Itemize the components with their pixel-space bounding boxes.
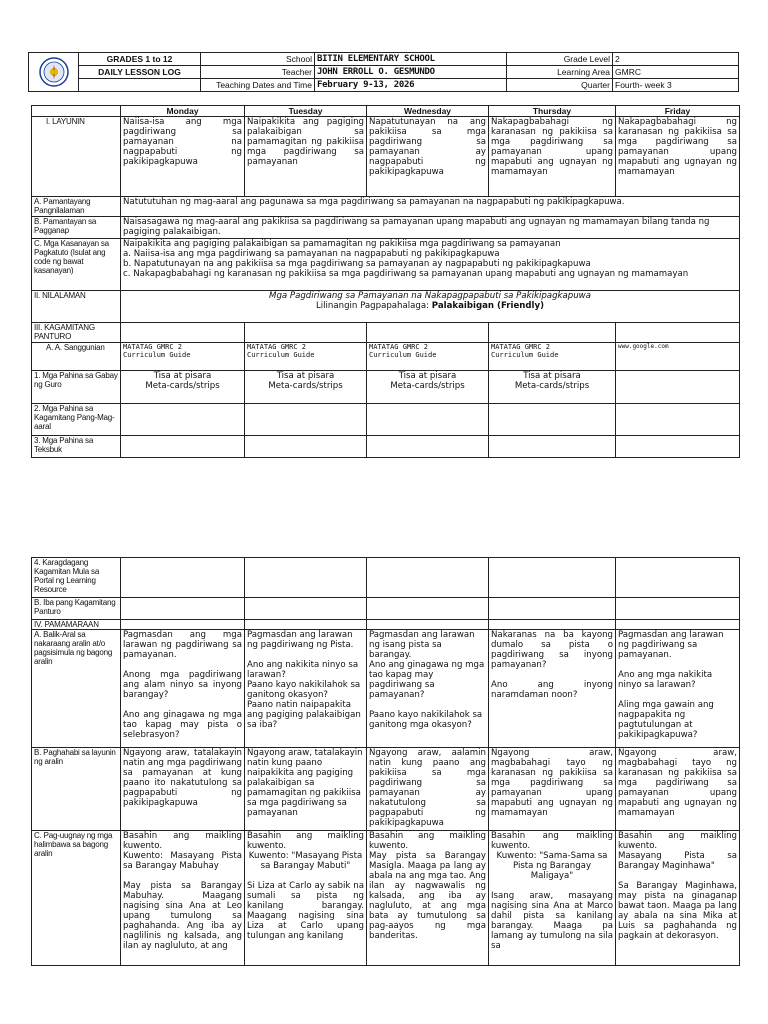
gabay-line: Tisa at pisara bbox=[276, 371, 335, 381]
seal-icon bbox=[39, 57, 69, 87]
balik-aral-line bbox=[618, 690, 737, 700]
pag-uugnay-line: Isang araw, masayang nagising sina Ana at Marco dahil pista sa kanilang barangay. Maaga pa lamang ay tumulong na sila sa bbox=[491, 891, 613, 951]
paghahabi-fri: Ngayong araw, magbabahagi tayo ng karanasan ng pakikiisa sa mga pagdiriwang sa pamayanan upang mapabuti ang ugnayan ng mamamayan bbox=[616, 748, 740, 831]
nilalaman-cell bbox=[121, 291, 740, 323]
header-table bbox=[28, 52, 739, 92]
pag-uugnay-line bbox=[123, 871, 242, 881]
paghahabi-wed: Ngayong araw, aalamin natin kung paano ang pakikiisa sa mga pagdiriwang sa pamayanan ay nakatutulong sa pagpapabuti ng pakikipagkapuwa bbox=[367, 748, 489, 831]
pag-uugnay-line: May pista sa Barangay Mabuhay. Maagang nagising sina Ana at Leo upang tumulong sa paghahanda. Ang iba ay naglilinis ng kalsada, ang ilan ay nagluluto, at ang bbox=[123, 881, 242, 951]
kasanayan-line: c. Nakapagbabahagi ng karanasan ng pakikiisa sa mga pagdiriwang sa pamayanan upang mapabuti ang ugnayan ng mamamayan bbox=[123, 269, 689, 279]
pag-uugnay-line: Basahin ang maikling kuwento. bbox=[247, 831, 364, 851]
balik-aral-line bbox=[123, 700, 242, 710]
grade-level-label: Grade Level bbox=[507, 53, 613, 66]
balik-aral-fri bbox=[616, 630, 740, 748]
paghahabi-thu: Ngayong araw, magbabahagi tayo ng karanasan ng pakikiisa sa mga pagdiriwang sa pamayanan upang mapabuti ang ugnayan ng mamamayan bbox=[489, 748, 616, 831]
day-tuesday: Tuesday bbox=[245, 106, 367, 117]
day-wednesday: Wednesday bbox=[367, 106, 489, 117]
gabay-label: 1. Mga Pahina sa Gabay ng Guro bbox=[32, 371, 121, 404]
paghahabi-label: B. Paghahabi sa layunin ng aralin bbox=[32, 748, 121, 831]
pag-uugnay-line: Basahin ang maikling kuwento. bbox=[491, 831, 613, 851]
balik-aral-mon bbox=[121, 630, 245, 748]
sanggunian-tue bbox=[245, 343, 367, 371]
iba-pang-label: B. Iba pang Kagamitang Panturo bbox=[32, 598, 121, 620]
balik-aral-line: Ano ang inyong naramdaman noon? bbox=[491, 680, 613, 700]
balik-aral-line: Anong mga pagdiriwang ang alam ninyo sa inyong barangay? bbox=[123, 670, 242, 700]
dll-label: DAILY LESSON LOG bbox=[79, 66, 201, 79]
gabay-line: Tisa at pisara bbox=[398, 371, 457, 381]
balik-aral-line: Nakaranas na ba kayong dumalo sa pista o pagdiriwang sa inyong pamayanan? bbox=[491, 630, 613, 670]
paghahabi-mon: Ngayong araw, tatalakayin natin ang mga pagdiriwang sa pamayanan at kung paano ito nakatutulong sa pagpapabuti ng pakikipagkapuwa bbox=[121, 748, 245, 831]
day-friday: Friday bbox=[616, 106, 740, 117]
gabay-line: Meta-cards/strips bbox=[268, 381, 343, 391]
pag-uugnay-line: Si Liza at Carlo ay sabik na sumali sa pista ng kanilang barangay. Maagang nagising sina Liza at Carlo upang tulungan ang kanilang bbox=[247, 881, 364, 941]
pag-uugnay-line: Kuwento: "Sama-Sama sa Pista ng Barangay Maligaya" bbox=[496, 851, 608, 881]
pag-uugnay-line: Kuwento: Masayang Pista sa Barangay Mabuhay bbox=[123, 851, 242, 871]
sanggunian-label: A. A. Sanggunian bbox=[32, 343, 121, 371]
balik-aral-line bbox=[369, 700, 486, 710]
kasanayan-line: a. Naiisa-isa ang mga pagdiriwang sa pamayanan na nagpapabuti ng pakikipagkapuwa bbox=[123, 249, 500, 259]
gabay-wed bbox=[367, 371, 489, 404]
layunin-wed: Napatutunayan na ang pakikiisa sa mga pagdiriwang sa pamayanan ay nagpapabuti ng pakikipagkapuwa bbox=[367, 117, 489, 197]
balik-aral-line: Paano kayo nakikilahok sa ganitong mga okasyon? bbox=[369, 710, 483, 730]
sanggunian-mon bbox=[121, 343, 245, 371]
teksbuk-label: 3. Mga Pahina sa Teksbuk bbox=[32, 436, 121, 458]
sanggunian-line: MATATAG GMRC 2 bbox=[123, 343, 183, 351]
sanggunian-line: Curriculum Guide bbox=[369, 351, 437, 359]
sanggunian-fri bbox=[616, 343, 740, 371]
sanggunian-wed bbox=[367, 343, 489, 371]
day-monday: Monday bbox=[121, 106, 245, 117]
balik-aral-line: Pagmasdan ang larawan ng pagdiriwang ng Pista. bbox=[247, 630, 354, 650]
sanggunian-line: MATATAG GMRC 2 bbox=[491, 343, 551, 351]
nilalaman-value bbox=[123, 301, 737, 311]
teacher-label: Teacher bbox=[201, 66, 315, 79]
pag-uugnay-tue bbox=[245, 831, 367, 966]
pag-uugnay-line: Basahin ang maikling kuwento. bbox=[123, 831, 242, 851]
gabay-fri bbox=[616, 371, 740, 404]
kasanayan-line: Naipakikita ang pagiging palakaibigan sa pamamagitan ng pakikiisa mga pagdiriwang sa pamayanan bbox=[123, 239, 561, 249]
kasanayan-line: b. Napatutunayan na ang pakikiisa sa mga pagdiriwang sa pamayanan ay nagpapabuti ng pakikipagkapuwa bbox=[123, 259, 591, 269]
dates-value: February 9-13, 2026 bbox=[315, 79, 507, 92]
layunin-thu: Nakapagbabahagi ng karanasan ng pakikiisa sa mga pagdiriwang sa pamayanan upang mapabuti ang ugnayan ng mamamayan bbox=[489, 117, 616, 197]
gabay-line: Tisa at pisara bbox=[523, 371, 581, 381]
layunin-mon: Naiisa-isa ang mga pagdiriwang sa pamayanan na nagpapabuti ng pakikipagkapuwa bbox=[121, 117, 245, 197]
kasanayan-label: C. Mga Kasanayan sa Pagkatuto (Isulat ang code ng bawat kasanayan) bbox=[32, 239, 121, 291]
sanggunian-line: Curriculum Guide bbox=[491, 351, 559, 359]
pag-uugnay-thu bbox=[489, 831, 616, 966]
sanggunian-link: www.google.com bbox=[618, 343, 669, 350]
pag-uugnay-label: C. Pag-uugnay ng mga halimbawa sa bagong aralin bbox=[32, 831, 121, 966]
pag-uugnay-line bbox=[618, 871, 737, 881]
kagamitang-label: III. KAGAMITANG PANTURO bbox=[32, 323, 121, 343]
pangnilalaman-label: A. Pamantayang Pangnilalaman bbox=[32, 197, 121, 217]
deped-seal bbox=[29, 53, 79, 92]
sanggunian-line: MATATAG GMRC 2 bbox=[247, 343, 307, 351]
balik-aral-line: Ano ang mga nakikita ninyo sa larawan? bbox=[618, 670, 713, 690]
balik-aral-tue bbox=[245, 630, 367, 748]
grades-label: GRADES 1 to 12 bbox=[79, 53, 201, 66]
pagganap-text: Naisasagawa ng mag-aaral ang pakikiisa sa pagdiriwang sa pamayanan upang mapabuti ang ugnayan ng mamamayan bilang tanda ng pagiging palakaibigan. bbox=[121, 217, 740, 239]
learning-area-label: Learning Area bbox=[507, 66, 613, 79]
dates-label: Teaching Dates and Time bbox=[201, 79, 315, 92]
balik-aral-line: Pagmasdan ang mga larawan ng pagdiriwang sa pamayanan. bbox=[123, 630, 242, 660]
pagpapahalaga-label: Lilinangin Pagpapahalaga: bbox=[315, 301, 432, 311]
pag-uugnay-mon bbox=[121, 831, 245, 966]
pag-uugnay-line bbox=[247, 871, 364, 881]
pag-uugnay-line: Masayang Pista sa Barangay Maginhawa" bbox=[618, 851, 737, 871]
quarter-value: Fourth- week 3 bbox=[613, 79, 739, 92]
pamamaraan-label: IV. PAMAMARAAN bbox=[32, 620, 121, 630]
lesson-table-top bbox=[31, 105, 740, 458]
pag-uugnay-line: Sa Barangay Maginhawa, may pista na ginaganap bawat taon. Maaga pa lang ay abala na sina Mika at Luis sa paghahanda ng pagkain at dekorasyon. bbox=[618, 881, 737, 941]
pagpapahalaga-value: Palakaibigan (Friendly) bbox=[431, 301, 545, 311]
balik-aral-line: Aling mga gawain ang nagpapakita ng pagtutulungan at pakikipagkapuwa? bbox=[618, 700, 714, 740]
pag-uugnay-line: Basahin ang maikling kuwento. bbox=[618, 831, 737, 851]
pangnilalaman-text: Natututuhan ng mag-aaral ang pagunawa sa mga pagdiriwang sa pamayanan na nagpapabuti ng pakikipagkapuwa. bbox=[121, 197, 740, 217]
blank-cell bbox=[79, 79, 201, 92]
pag-uugnay-line: Basahin ang maikling kuwento. bbox=[369, 831, 486, 851]
pag-uugnay-line: May pista sa Barangay Masigla. Maaga pa lang ay abala na ang mga tao. Ang ilan ay nagwawalis ng kalsada, ang iba ay nagluluto, at ang mga bata ay tumutulong sa pag-aayos ng mga banderitas. bbox=[369, 851, 486, 941]
school-value: BITIN ELEMENTARY SCHOOL bbox=[315, 53, 507, 66]
gabay-thu bbox=[489, 371, 616, 404]
gabay-line: Meta-cards/strips bbox=[145, 381, 220, 391]
pag-uugnay-fri bbox=[616, 831, 740, 966]
balik-aral-line: Ano ang nakikita ninyo sa larawan? bbox=[247, 660, 359, 680]
sanggunian-line: Curriculum Guide bbox=[247, 351, 315, 359]
pag-uugnay-line bbox=[491, 881, 613, 891]
gabay-mon bbox=[121, 371, 245, 404]
corner-cell bbox=[32, 106, 121, 117]
layunin-label: I. LAYUNIN bbox=[32, 117, 121, 197]
nilalaman-label: II. NILALAMAN bbox=[32, 291, 121, 323]
layunin-fri: Nakapagbabahagi ng karanasan ng pakikiisa sa mga pagdiriwang sa pamayanan upang mapabuti ang ugnayan ng mamamayan bbox=[616, 117, 740, 197]
balik-aral-thu bbox=[489, 630, 616, 748]
balik-aral-line: Paano kayo nakikilahok sa ganitong okasyon? bbox=[247, 680, 361, 700]
karagdagang-label: 4. Karagdagang Kagamitan Mula sa Portal ng Learning Resource bbox=[32, 558, 121, 598]
nilalaman-title: Mga Pagdiriwang sa Pamayanan na Nakapagpapabuti sa Pakikipagkapuwa bbox=[269, 291, 591, 301]
gabay-tue bbox=[245, 371, 367, 404]
balik-aral-line: Paano natin naipapakita ang pagiging palakaibigan sa iba? bbox=[247, 700, 361, 730]
balik-aral-label: A. Balik-Aral sa nakaraang aralin at/o pagsisimula ng bagong aralin bbox=[32, 630, 121, 748]
sanggunian-line: Curriculum Guide bbox=[123, 351, 191, 359]
quarter-label: Quarter bbox=[507, 79, 613, 92]
layunin-tue: Naipakikita ang pagiging palakaibigan sa pamamagitan ng pakikiisa mga pagdiriwang sa pamayanan bbox=[245, 117, 367, 197]
grade-level-value: 2 bbox=[613, 53, 739, 66]
balik-aral-line bbox=[618, 660, 737, 670]
school-label: School bbox=[201, 53, 315, 66]
day-thursday: Thursday bbox=[489, 106, 616, 117]
lesson-table-bottom bbox=[31, 557, 740, 966]
pagganap-label: B. Pamantayan sa Pagganap bbox=[32, 217, 121, 239]
balik-aral-line bbox=[247, 650, 364, 660]
balik-aral-line: Pagmasdan ang larawan ng pagdiriwang sa pamayanan. bbox=[618, 630, 724, 660]
teacher-value: JOHN ERROLL O. GESMUNDO bbox=[315, 66, 507, 79]
pag-uugnay-line: Kuwento: "Masayang Pista sa Barangay Mabuti" bbox=[248, 851, 363, 871]
balik-aral-line bbox=[491, 670, 613, 680]
balik-aral-wed bbox=[367, 630, 489, 748]
gabay-line: Meta-cards/strips bbox=[514, 381, 590, 391]
learning-area-value: GMRC bbox=[613, 66, 739, 79]
paghahabi-tue: Ngayong araw, tatalakayin natin kung paano naipakikita ang pagiging palakaibigan sa pamamagitan ng pakikiisa sa mga pagdiriwang sa pamayanan bbox=[245, 748, 367, 831]
balik-aral-line: Ano ang ginagawa ng mga tao kapag may pista o selebrasyon? bbox=[123, 710, 242, 740]
balik-aral-line: Ano ang ginagawa ng mga tao kapag may pagdiriwang sa pamayanan? bbox=[369, 660, 485, 700]
kagamitang-mag-aaral-label: 2. Mga Pahina sa Kagamitang Pang-Mag-aaral bbox=[32, 404, 121, 436]
sanggunian-line: MATATAG GMRC 2 bbox=[369, 343, 429, 351]
kasanayan-cell bbox=[121, 239, 740, 291]
gabay-line: Tisa at pisara bbox=[153, 371, 212, 381]
sanggunian-thu bbox=[489, 343, 616, 371]
balik-aral-line: Pagmasdan ang larawan ng isang pista sa barangay. bbox=[369, 630, 475, 660]
balik-aral-line bbox=[123, 660, 242, 670]
gabay-line: Meta-cards/strips bbox=[390, 381, 465, 391]
pag-uugnay-wed bbox=[367, 831, 489, 966]
